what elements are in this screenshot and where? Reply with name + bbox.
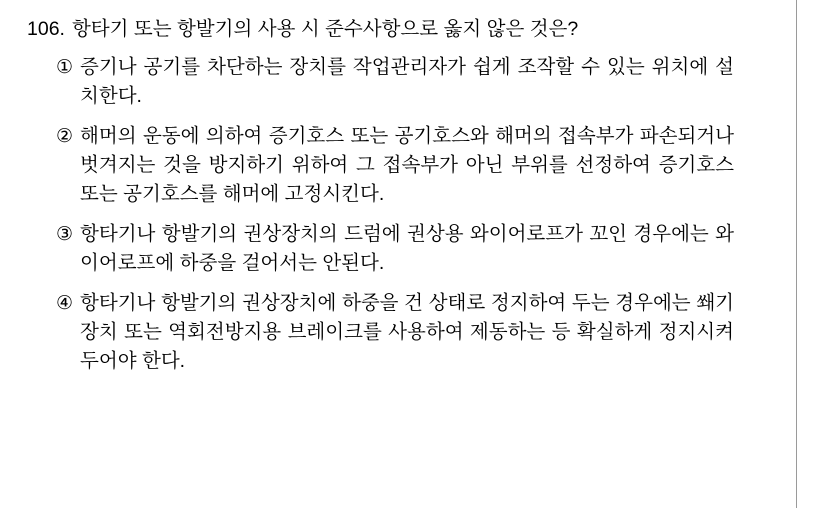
option-text-4: 항타기나 항발기의 권상장치에 하중을 건 상태로 정지하여 두는 경우에는 쐐기장치 또는 역회전방지용 브레이크를 사용하여 제동하는 등 확실하게 정지시켜 두어야 한다. bbox=[80, 292, 734, 372]
option-4[interactable] bbox=[0, 289, 790, 376]
question-stem bbox=[0, 14, 790, 44]
option-marker-3: ③ bbox=[56, 224, 74, 245]
page-margin-rule bbox=[796, 0, 797, 508]
option-text-3: 항타기나 항발기의 권상장치의 드럼에 권상용 와이어로프가 꼬인 경우에는 와이어로프에 하중을 걸어서는 안된다. bbox=[80, 223, 734, 274]
question-number: 106. bbox=[27, 18, 65, 40]
option-3[interactable] bbox=[0, 220, 790, 278]
option-2[interactable] bbox=[0, 122, 790, 209]
option-marker-2: ② bbox=[56, 126, 74, 147]
question-text: 항타기 또는 항발기의 사용 시 준수사항으로 옳지 않은 것은? bbox=[71, 18, 579, 40]
option-text-2: 해머의 운동에 의하여 증기호스 또는 공기호스와 해머의 접속부가 파손되거나 벗겨지는 것을 방지하기 위하여 그 접속부가 아닌 부위를 선정하여 증기호스 또는 공기호스를 해머에 고정시킨다. bbox=[80, 125, 734, 205]
answer-options bbox=[0, 53, 790, 376]
option-text-1: 증기나 공기를 차단하는 장치를 작업관리자가 쉽게 조작할 수 있는 위치에 설치한다. bbox=[80, 56, 734, 107]
option-marker-1: ① bbox=[56, 57, 74, 78]
option-marker-4: ④ bbox=[56, 293, 74, 314]
option-1[interactable] bbox=[0, 53, 790, 111]
